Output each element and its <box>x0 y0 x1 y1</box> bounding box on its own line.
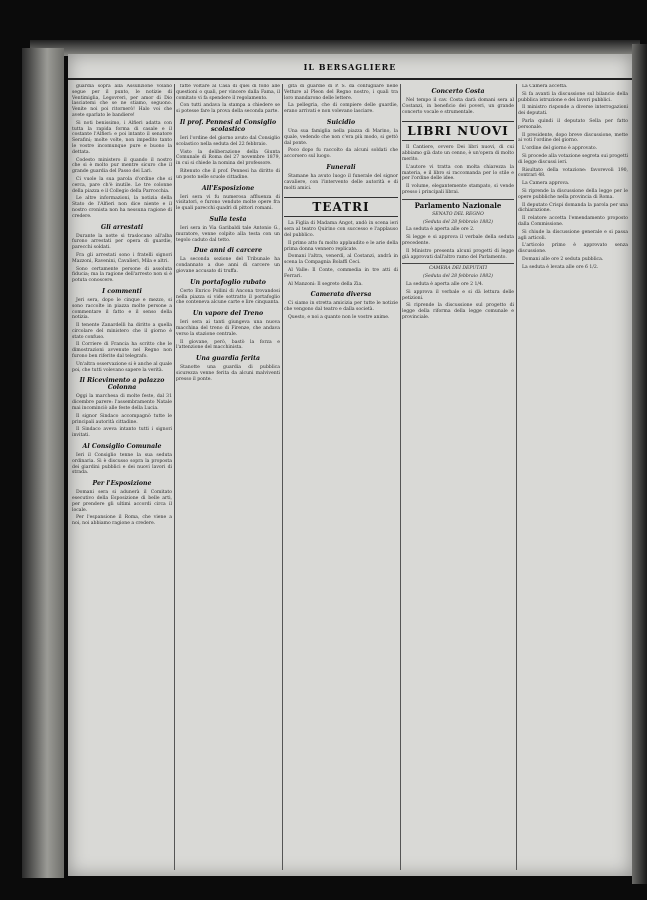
theatre-title: TEATRI <box>284 197 398 217</box>
paragraph: Le altre informazioni, la notizia della Stato de l'Alfieri non dice niente e il nostro cronista non ha nessuna ragione di credere. <box>72 196 172 219</box>
column-1 <box>72 84 172 870</box>
paragraph: Domani l'altra, venerdì, al Costanzi, andrà in scena la Compagnia Bolaffi Ceci. <box>284 254 398 266</box>
paragraph: Domani alle ore 2 seduta pubblica. <box>522 256 604 262</box>
paragraph: Il signor Sindaco accompagnò tutte le principali autorità cittadine. <box>72 413 172 425</box>
paragraph: Jeri sera, dopo le cinque e mezzo, si sono raccolte in piazza molte persone a commentare il fatto e il senso della notizia. <box>72 297 172 321</box>
column-rule <box>174 84 175 870</box>
paragraph: Il Cantiere, ovvero Dei libri nuovi, di cui abbiamo già dato un cenno, è un'opera di molto merito. <box>402 145 514 162</box>
paragraph: Al Valle: Il Conte, commedia in tre atti di Ferrari. <box>284 267 398 279</box>
scan-edge-right <box>632 44 647 884</box>
section-heading: Funerali <box>326 163 356 171</box>
paragraph: Il Sindaco aveva intanto tutti i signori invitati. <box>72 427 172 439</box>
paragraph: Codesto ministero il quando il nostro che si è molto pur mentre sicuro che il grande guardia del Passo dei Lari. <box>72 157 172 175</box>
paragraph: La Figlia di Madama Angot, andò in scena ieri sera al teatro Quirino con successo e l'applauso del pubblico. <box>284 221 398 238</box>
paragraph: Si legge e si approva il verbale della seduta precedente. <box>402 235 514 246</box>
section-heading: Per l'Esposizione <box>92 480 152 488</box>
paragraph: Stanotte una guardia di pubblica sicurezza venne ferita da alcuni malviventi presso il ponte. <box>176 365 280 382</box>
paragraph: La seduta è aperta alle ore 2 1/4. <box>406 281 484 287</box>
section-heading: Il Ricevimento a palazzo Colonna <box>79 377 165 392</box>
columns <box>72 84 628 870</box>
paragraph: Parla quindi il deputato Sella per fatto personale. <box>518 118 628 130</box>
paragraph: Si fa avanti la discussione sul bilancio della pubblica istruzione e dei lavori pubblici. <box>518 91 628 103</box>
section-heading: Gli arrestati <box>100 223 144 231</box>
column-2 <box>176 84 280 870</box>
column-5 <box>518 84 628 870</box>
paragraph: fatte voltare al Casa di quei di follo alle questioni o quali, per vincere dalla Fama, il comitato vi fa spendere il regolamento. <box>176 84 280 101</box>
paragraph: Nel tempo il cav. Costa darà domani sera al Costanzi, in beneficio dei poveri, un grande concerto vocale e strumentale. <box>402 98 514 115</box>
paragraph: L'autore vi tratta con molta chiarezza la materia, e il libro si raccomanda per lo stile e per l'ordine delle idee. <box>402 164 514 182</box>
paragraph: Il presidente, dopo breve discussione, mette ai voti l'ordine del giorno. <box>518 132 628 144</box>
paragraph: Domani sera si adunerà il Comitato esecutivo della Esposizione di belle arti, per prendere gli ultimi accordi circa il locale. <box>72 490 172 513</box>
paragraph: Stamane ha avuto luogo il funerale del signor cavaliere, con l'intervento delle autorità e di molti amici. <box>284 173 398 191</box>
section-heading: Un vapore del Treno <box>192 310 264 318</box>
paragraph: Il giovane, però, bastò la forza e l'attenzione del macchinista. <box>176 339 280 351</box>
paragraph: Il relatore accetta l'emendamento proposto dalla Commissione. <box>518 216 628 227</box>
paragraph: Il tenente Zanardelli ha diritto a quella circolare del ministero che il giorno è stato confuso. <box>72 323 172 340</box>
paragraph: Oggi la marchesa di molte feste, dal 31 dicembre parere: l'assembramento Natale mai incominciò alle feste della Lucia. <box>72 394 172 412</box>
section-heading: Due anni di carcere <box>193 247 263 255</box>
section-heading: Un portafoglio rubato <box>190 278 266 286</box>
paragraph: gita di guardie di P. S. da confugliare nelle Vetture al Pleon del Regno nostro, i quali tra loro mandarono delle lettere. <box>284 84 398 101</box>
newspaper-title: IL BERSAGLIERE <box>303 62 397 72</box>
column-4 <box>402 84 514 870</box>
section-heading: Concerto Costa <box>431 88 485 95</box>
paragraph: Si riprende la discussione sul progetto di legge della riforma della legge comunale e provinciale. <box>402 303 514 320</box>
paragraph: Ci vuole la sua parola d'ordine che si cerca, pare ch'è inutile. Le tre colonne della piazza e il Collegio della Parrocchia. <box>72 176 172 194</box>
paragraph: Il Corriere di Francia ha scritto che le dimostrazioni avvenute nel Regno non furono ben riferite dal telegrafo. <box>72 342 172 360</box>
paragraph: Fra gli arrestati sono i fratelli signori Mazzoni, Ravenini, Cavalieri, Mila e altri. <box>72 252 172 264</box>
paragraph: guardia sopra alla Assunzione volano segue per il punto, le notizie di Ventimiglia, Legovreri, per amor di Dio lasciatemi che se ne stiamo, seguono. Venite noi poi ritornerò! Halo voi che avete sparlato le bandiere! <box>72 84 172 118</box>
paragraph: La seduta è levata alle ore 6 1/2. <box>522 264 599 270</box>
paragraph: Il primo atto fu molto applaudito e le arie della prima donna vennero replicate. <box>284 240 398 252</box>
paragraph: Poco dopo fu raccolto da alcuni soldati che accorsero sul luogo. <box>284 148 398 160</box>
section-heading: Il prof. Pennesi al Consiglio scolastico <box>179 118 277 133</box>
paragraph: Il volume, elegantemente stampato, si vende presso i principali librai. <box>402 184 514 195</box>
section-heading: I commenti <box>102 287 142 295</box>
scan-edge-left <box>22 48 64 878</box>
paragraph: Con tutti andava la stampa a chiedere se si potesse fare la prova della seconda parte. <box>176 103 280 115</box>
paragraph: Ieri l'ordine del giorno avuto dal Consiglio scolastico nella seduta del 22 febbraio. <box>176 135 280 147</box>
paragraph: Certo Enrico Pollini di Ancona trovandosi nella piazza si vide sottratto il portafoglio che conteneva alcune carte e lire cinquanta. <box>176 288 280 306</box>
paragraph: Si chiude la discussione generale e si passa agli articoli. <box>518 229 628 241</box>
section-heading: Camerata diversa <box>310 291 372 299</box>
paragraph: Il ministro risponde a diverse interrogazioni dei deputati. <box>518 105 628 117</box>
column-3 <box>284 84 398 870</box>
paragraph: Durante la notte si traslocano all'alba furono arrestati per opera di guardie, parecchi soldati. <box>72 233 172 251</box>
paragraph: Al Manzoni: Il segreto della Zia. <box>288 281 363 287</box>
paragraph: Sono certamente persone di assoluta fiducia; ma la ragione dell'arresto non si è potuta conoscere. <box>72 266 172 284</box>
chamber-date: (Seduta del 28 febbraio 1882) <box>423 274 493 280</box>
paragraph: Risultato della votazione: favorevoli 190, contrari 48. <box>518 167 628 179</box>
paragraph: L'ordine del giorno è approvato. <box>522 146 598 152</box>
senate-heading: SENATO DEL REGNO <box>432 211 484 217</box>
paragraph: La pellegria, che di compiere delle guardie, erano arrivati e non volevano lasciare. <box>284 103 398 115</box>
paragraph: Ieri sera ai tanti giungeva una nuova macchina del treno di Firenze, che andava verso la stazione centrale. <box>176 320 280 337</box>
paragraph: Visto la deliberazione della Giunta Comunale di Roma del 27 novembre 1879, in cui si chiede la nomina del professore. <box>176 149 280 167</box>
column-rule <box>400 84 401 870</box>
paragraph: Il Ministro presenta alcuni progetti di legge già approvati dall'altro ramo del Parlamento. <box>402 248 514 260</box>
parliament-title: Parlamento Nazionale <box>402 199 514 210</box>
chamber-heading: CAMERA DEI DEPUTATI <box>402 263 514 272</box>
paragraph: Una sua famiglia nella piazza di Marino, la quale, vedendo che non c'era più modo, si gettò dal ponte. <box>284 128 398 146</box>
section-heading: Una guardia ferita <box>195 355 261 363</box>
paragraph: Ieri sera in Via Garibaldi tale Antonio G., muratore, venne colpito alla testa con un tegolo caduto dal tetto. <box>176 225 280 243</box>
paragraph: Si noti benissimo, i Alfieri adatta con tutta la rapida forma di casale e il costante l'Alfieri: e poi intanto il senatore Serafini; molte volte, non impedito tanto le vostre incomunque pure e buono la dettata. <box>72 120 172 155</box>
paragraph: L'articolo primo è approvato senza discussione. <box>518 243 628 255</box>
paragraph: Si procede alla votazione segreta sui progetti di legge discussi ieri. <box>518 153 628 165</box>
section-heading: All'Esposizione <box>201 184 255 192</box>
newspaper-page <box>68 54 632 876</box>
section-heading: Al Consiglio Comunale <box>82 443 162 451</box>
paragraph: Per l'espansione il Roma, che viene a noi, noi abbiamo ragione a credere. <box>72 515 172 527</box>
column-rule <box>516 84 517 870</box>
paragraph: La Camera accetta. <box>522 84 568 89</box>
paragraph: Un'altra osservazione si è anche al quale poi, che tutti volevano sapere la verità. <box>72 361 172 373</box>
senate-date: (Seduta del 28 febbraio 1882) <box>423 219 493 225</box>
paragraph: Ci siamo in stretta amicizia per tutte le notizie che vengono dal teatro e dalla società. <box>284 301 398 313</box>
books-title: LIBRI NUOVI <box>402 121 514 141</box>
masthead <box>68 58 632 80</box>
paragraph: Ritenuto che il prof. Pennesi ha diritto di un posto nelle scuole cittadine. <box>176 168 280 180</box>
paragraph: La seduta è aperta alle ore 2. <box>406 227 475 233</box>
paragraph: Si approva il verbale e si dà lettura delle petizioni. <box>402 289 514 301</box>
paragraph: La seconda sezione del Tribunale ha condannato a due anni di carcere un giovane accusato di truffa. <box>176 257 280 274</box>
paragraph: Questo, e noi a quanto non le vostre anime. <box>288 314 390 320</box>
section-heading: Suicidio <box>326 118 356 126</box>
paragraph: La Camera approva. <box>522 181 570 187</box>
paragraph: Il deputato Crispi domanda la parola per una dichiarazione. <box>518 202 628 214</box>
paragraph: Ieri sera vi fu numerosa affluenza di visitatori, e furono vendute molte opere fra le quali parecchi quadri di pittori romani. <box>176 194 280 212</box>
section-heading: Sulla testa <box>209 215 247 223</box>
paragraph: Si riprende la discussione della legge per le opere pubbliche nella provincia di Roma. <box>518 188 628 200</box>
column-rule <box>282 84 283 870</box>
paragraph: Ieri il Consiglio tenne la sua seduta ordinaria. Si è discusso sopra la proposta dei giardini pubblici e dei nuovi lavori di strada. <box>72 453 172 476</box>
